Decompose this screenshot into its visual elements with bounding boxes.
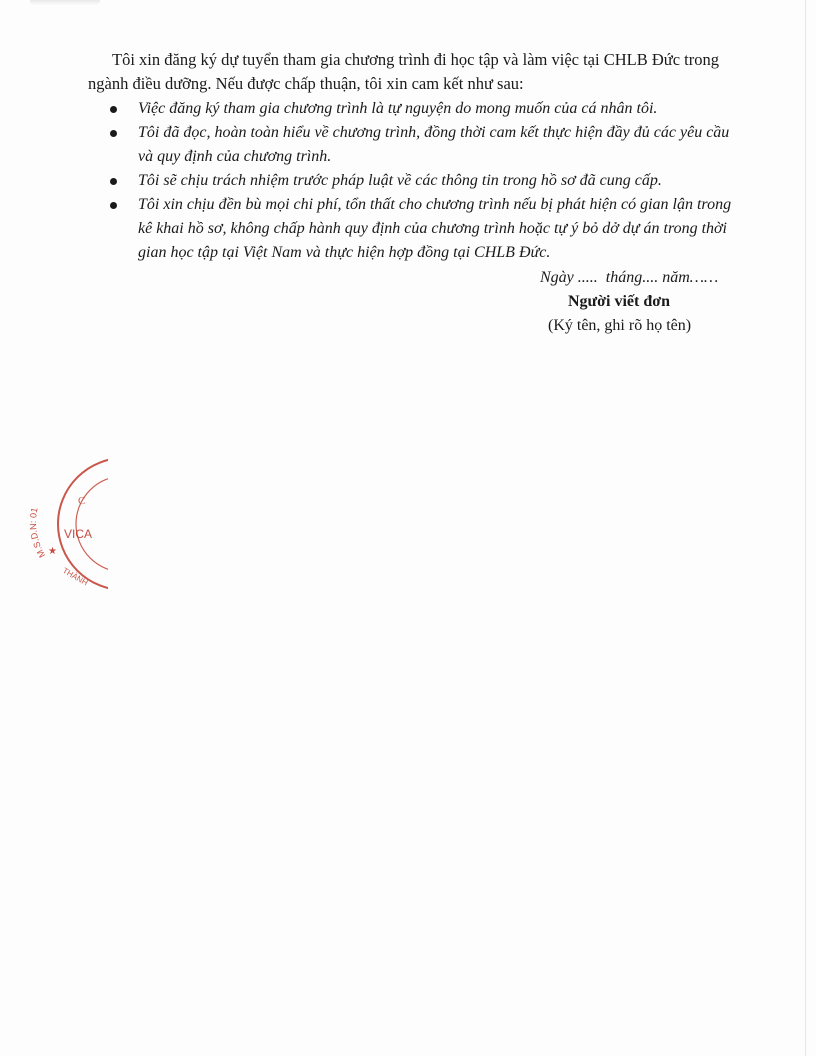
commitment-item [108,97,748,121]
company-stamp [28,456,108,592]
svg-text:M.S.D.N: 01 [28,507,47,560]
date-line: Ngày ..... tháng.... năm…… [540,269,719,286]
commitment-text: Việc đăng ký tham gia chương trình là tự nguyện do mong muốn của cá nhân tôi. [138,100,658,117]
commitment-text: Tôi đã đọc, hoàn toàn hiểu về chương trình, đồng thời cam kết thực hiện đầy đủ các yêu cầu và quy định của chương trình. [138,124,730,165]
commitment-item [108,169,748,193]
signer-title: Người viết đơn [568,293,670,310]
intro-paragraph: Tôi xin đăng ký dự tuyển tham gia chương trình đi học tập và làm việc tại CHLB Đức trong ngành điều dưỡng. Nếu được chấp thuận, tôi xin cam kết như sau: [88,50,719,93]
commitment-item [108,193,748,265]
commitment-item [108,121,748,169]
bullet-icon [110,130,117,137]
svg-text:C: C [78,495,86,507]
stamp-bottom-text: THÀNH [61,565,90,588]
signer-note: (Ký tên, ghi rõ họ tên) [548,317,692,334]
commitment-text: Tôi xin chịu đền bù mọi chi phí, tổn thất cho chương trình nếu bị phát hiện có gian lận trong kê khai hồ sơ, không chấp hành quy định của chương trình hoặc tự ý bỏ dở dự án trong thời gian học tập tại Việt Nam và thực hiện hợp đồng tại CHLB Đức. [138,196,732,261]
stamp-ring-text: M.S.D.N: 01 [28,506,48,560]
page-edge-shadow [30,0,100,6]
page-edge-line [805,0,806,1056]
commitment-text: Tôi sẽ chịu trách nhiệm trước pháp luật về các thông tin trong hồ sơ đã cung cấp. [138,172,662,189]
stamp-name-text: VICA [64,527,93,541]
commitment-list [108,97,748,265]
svg-text:★: ★ [48,546,57,557]
bullet-icon [110,106,117,113]
bullet-icon [110,202,117,209]
bullet-icon [110,178,117,185]
